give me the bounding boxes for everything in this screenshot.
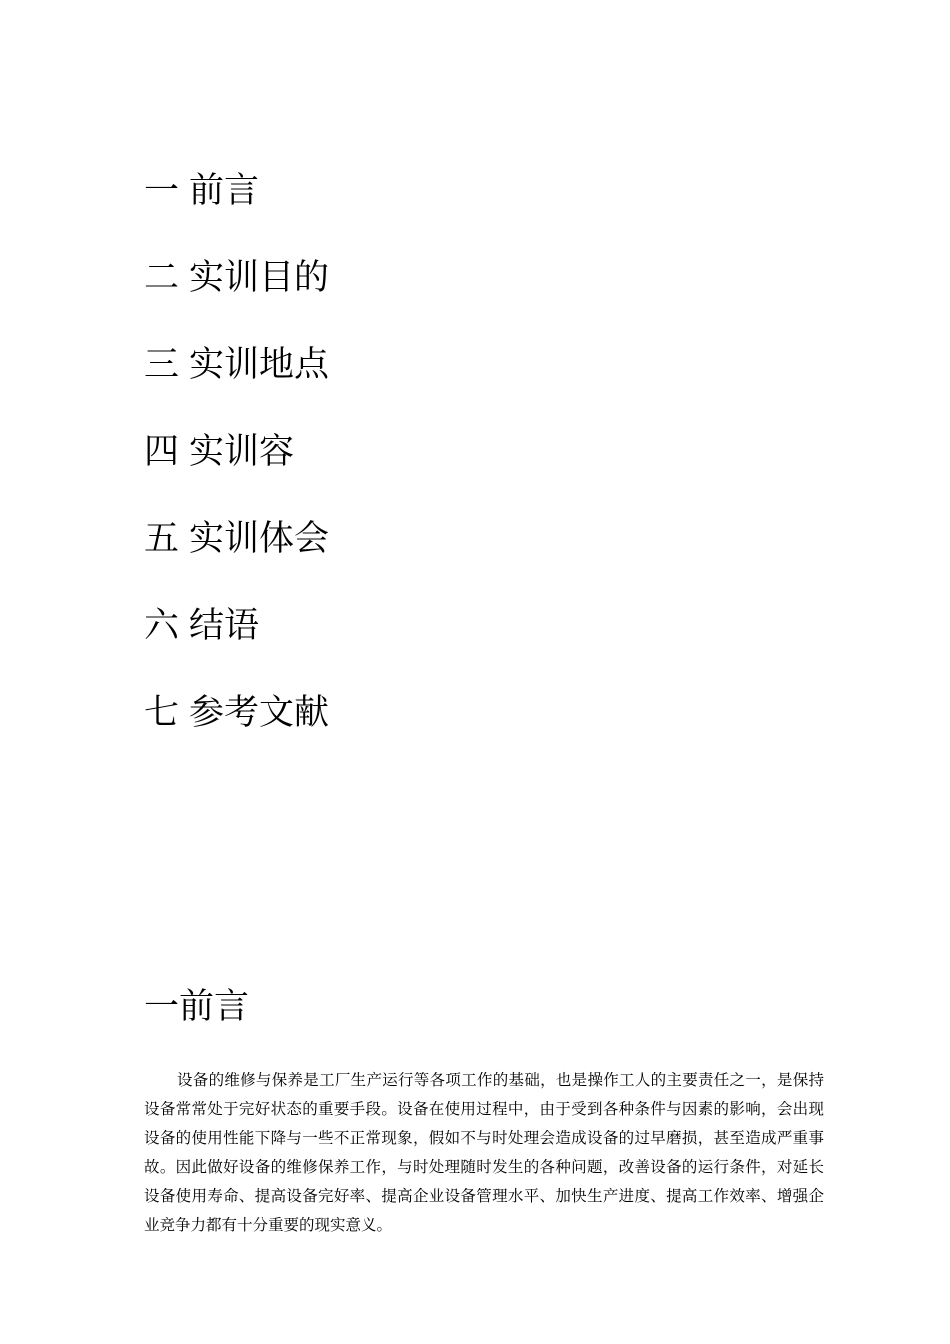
toc-item-references	[144, 688, 824, 775]
toc-item-training-content	[144, 427, 824, 514]
toc-item-label: 结语	[189, 606, 260, 646]
toc-item-label: 实训体会	[189, 519, 330, 559]
toc-item-number: 七	[144, 693, 180, 733]
toc-item-number: 三	[144, 345, 180, 385]
section-paragraph: 设备的维修与保养是工厂生产运行等各项工作的基础，也是操作工人的主要责任之一，是保持设备常常处于完好状态的重要手段。设备在使用过程中，由于受到各种条件与因素的影响，会出现设备的使用性能下降与一些不正常现象，假如不与时处理会造成设备的过早磨损，甚至造成严重事故。因此做好设备的维修保养工作，与时处理随时发生的各种问题，改善设备的运行条件，对延长设备使用寿命、提高设备完好率、提高企业设备管理水平、加快生产进度、提高工作效率、增强企业竞争力都有十分重要的现实意义。	[144, 1070, 824, 1234]
toc-item-number: 六	[144, 606, 180, 646]
table-of-contents	[144, 166, 824, 775]
toc-item-label: 实训地点	[189, 345, 330, 385]
toc-item-training-location	[144, 340, 824, 427]
toc-item-number: 五	[144, 519, 180, 559]
toc-item-number: 一	[144, 171, 180, 211]
toc-item-label: 参考文献	[189, 693, 330, 733]
toc-item-label: 前言	[189, 171, 260, 211]
toc-item-label: 实训目的	[189, 258, 330, 298]
toc-item-training-purpose	[144, 253, 824, 340]
toc-item-conclusion	[144, 601, 824, 688]
toc-item-label: 实训容	[189, 432, 295, 472]
toc-item-training-experience	[144, 514, 824, 601]
toc-item-number: 四	[144, 432, 180, 472]
section-heading: 一前言	[144, 987, 250, 1027]
toc-item-number: 二	[144, 258, 180, 298]
toc-item-preface	[144, 166, 824, 253]
